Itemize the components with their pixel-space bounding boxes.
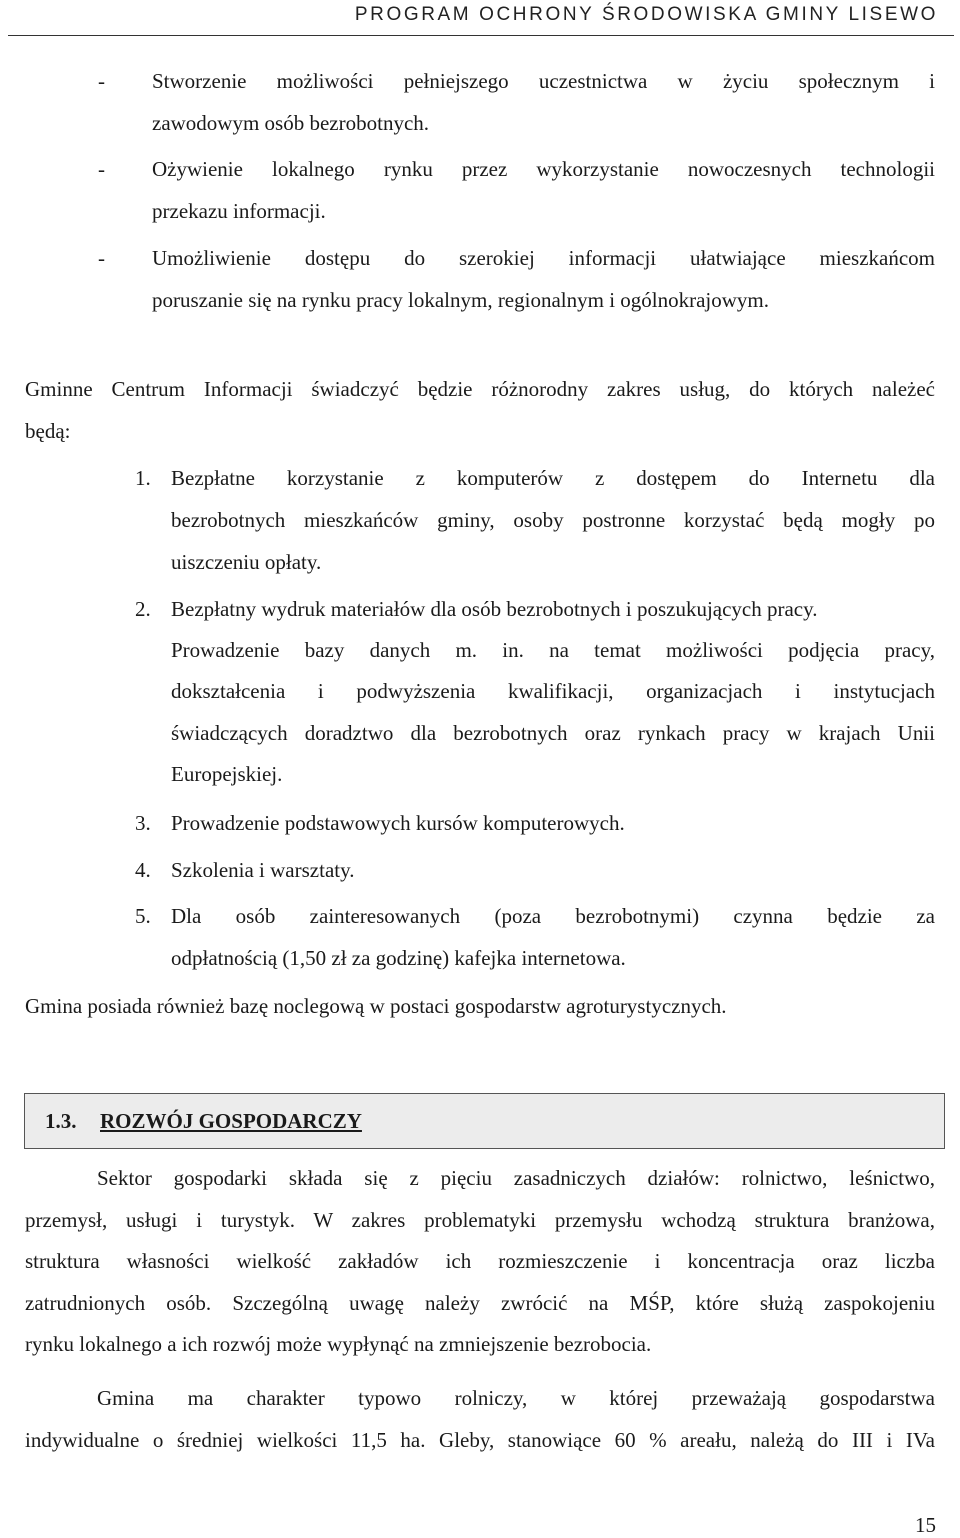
closing-line: Gmina posiada również bazę noclegową w postaci gospodarstw agroturystycznych. xyxy=(25,994,727,1018)
list-number: 4. xyxy=(135,858,151,882)
paragraph-line: indywidualne o średniej wielkości 11,5 ha. Gleby, stanowiące 60 % areału, należą do III i IVa xyxy=(25,1428,935,1452)
paragraph-line: Sektor gospodarki składa się z pięciu zasadniczych działów: rolnictwo, leśnictwo, xyxy=(97,1166,935,1190)
paragraph-line: rynku lokalnego a ich rozwój może wypłynąć na zmniejszenie bezrobocia. xyxy=(25,1332,652,1356)
list-item-text: poruszanie się na rynku pracy lokalnym, regionalnym i ogólnokrajowym. xyxy=(152,288,770,312)
page-number: 15 xyxy=(915,1513,936,1537)
list-item-text: dokształcenia i podwyższenia kwalifikacji, organizacjach i instytucjach xyxy=(171,679,935,703)
header-divider xyxy=(8,35,954,36)
list-item-text: Umożliwienie dostępu do szerokiej informacji ułatwiające mieszkańcom xyxy=(152,246,935,270)
list-item-text: Szkolenia i warsztaty. xyxy=(171,858,355,882)
paragraph-line: zatrudnionych osób. Szczególną uwagę należy zwrócić na MŚP, które służą zaspokojeniu xyxy=(25,1291,935,1315)
paragraph-line: struktura własności wielkość zakładów ich rozmieszczenie i koncentracja oraz liczba xyxy=(25,1249,935,1273)
list-item-text: Bezpłatny wydruk materiałów dla osób bezrobotnych i poszukujących pracy. xyxy=(171,597,818,621)
list-number: 3. xyxy=(135,811,151,835)
list-item-text: Ożywienie lokalnego rynku przez wykorzystanie nowoczesnych technologii xyxy=(152,157,935,181)
list-item-text: Stworzenie możliwości pełniejszego uczestnictwa w życiu społecznym i xyxy=(152,69,935,93)
list-item-text: odpłatnością (1,50 zł za godzinę) kafejka internetowa. xyxy=(171,946,626,970)
list-item-text: Dla osób zainteresowanych (poza bezrobotnymi) czynna będzie za xyxy=(171,904,935,928)
list-item-text: uiszczeniu opłaty. xyxy=(171,550,322,574)
list-number: 5. xyxy=(135,904,151,928)
dash-marker: - xyxy=(98,157,105,181)
paragraph-line: Gmina ma charakter typowo rolniczy, w której przeważają gospodarstwa xyxy=(97,1386,935,1410)
dash-marker: - xyxy=(98,69,105,93)
dash-marker: - xyxy=(98,246,105,270)
list-item-text: zawodowym osób bezrobotnych. xyxy=(152,111,430,135)
list-item-text: świadczących doradztwo dla bezrobotnych oraz rynkach pracy w krajach Unii xyxy=(171,721,935,745)
section-heading xyxy=(24,1093,945,1149)
list-number: 2. xyxy=(135,597,151,621)
list-item-text: Europejskiej. xyxy=(171,762,283,786)
list-item-text: Prowadzenie bazy danych m. in. na temat możliwości podjęcia pracy, xyxy=(171,638,935,662)
paragraph-line: będą: xyxy=(25,419,71,443)
header-title: PROGRAM OCHRONY ŚRODOWISKA GMINY LISEWO xyxy=(354,4,938,25)
paragraph-line: przemysł, usługi i turystyk. W zakres problematyki przemysłu wchodzą struktura branżowa, xyxy=(25,1208,935,1232)
section-number: 1.3. xyxy=(45,1109,77,1133)
paragraph-line: Gminne Centrum Informacji świadczyć będzie różnorodny zakres usług, do których należeć xyxy=(25,377,935,401)
list-item-text: przekazu informacji. xyxy=(152,199,326,223)
list-item-text: Prowadzenie podstawowych kursów komputerowych. xyxy=(171,811,625,835)
section-title: ROZWÓJ GOSPODARCZY xyxy=(100,1109,362,1133)
list-number: 1. xyxy=(135,466,151,490)
list-item-text: Bezpłatne korzystanie z komputerów z dostępem do Internetu dla xyxy=(171,466,935,490)
list-item-text: bezrobotnych mieszkańców gminy, osoby postronne korzystać będą mogły po xyxy=(171,508,935,532)
